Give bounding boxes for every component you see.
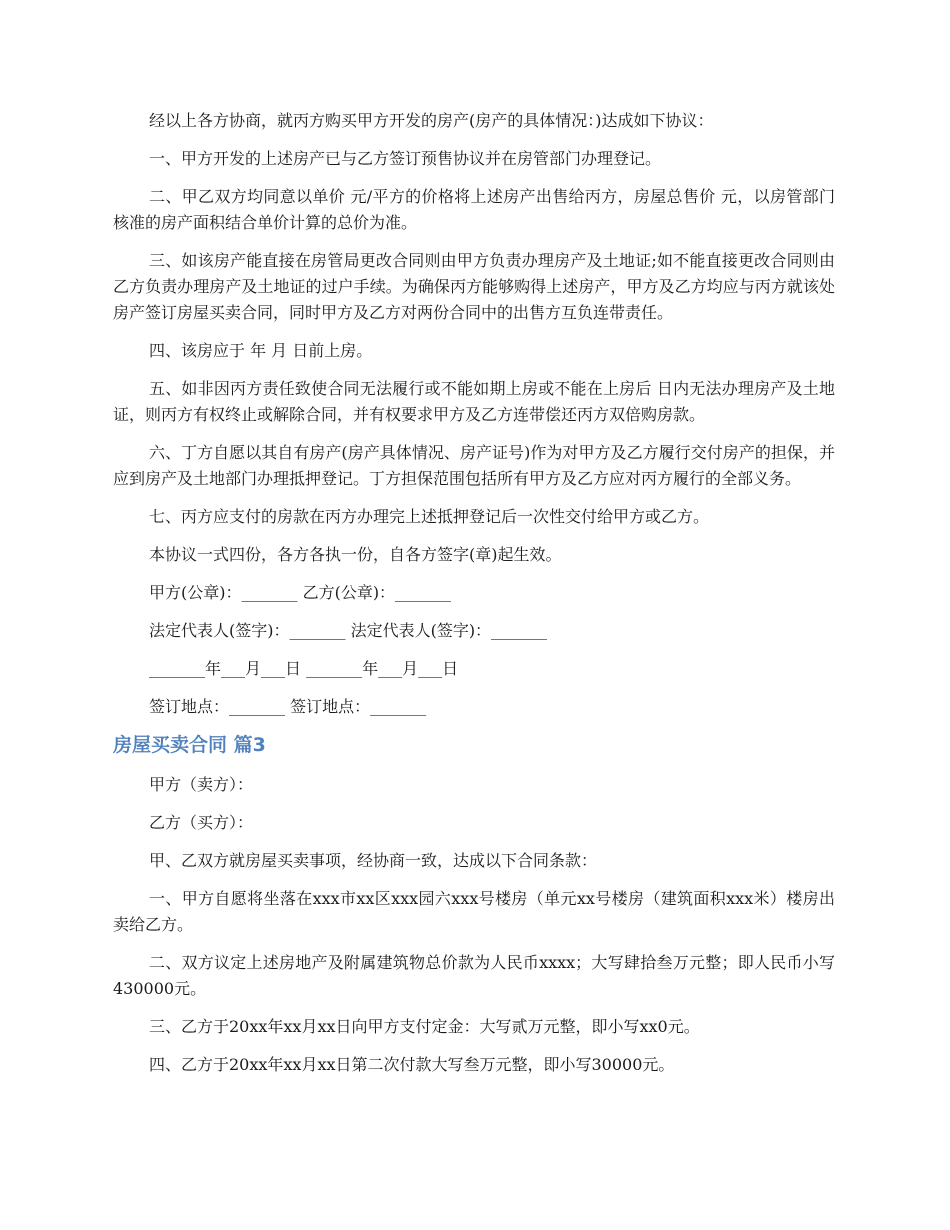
paragraph-term-2: 二、双方议定上述房地产及附属建筑物总价款为人民币xxxx；大写肆拾叁万元整；即人民币小写430000元。 [113,953,835,998]
party-buyer-line: 乙方（买方）： [149,813,254,832]
paragraph-term-1: 一、甲方自愿将坐落在xxx市xx区xxx园六xxx号楼房（单元xx号楼房（建筑面积xxx米）楼房出卖给乙方。 [113,889,835,934]
section-heading: 房屋买卖合同 篇3 [113,734,266,756]
paragraph-clause-5: 五、如非因丙方责任致使合同无法履行或不能如期上房或不能在上房后 日内无法办理房产及土地证，则丙方有权终止或解除合同，并有权要求甲方及乙方连带偿还丙方双倍购房款。 [113,379,835,424]
paragraph-clause-4: 四、该房应于 年 月 日前上房。 [149,341,373,360]
paragraph-clause-7: 七、丙方应支付的房款在丙方办理完上述抵押登记后一次性交付给甲方或乙方。 [149,507,710,526]
paragraph-clause-2: 二、甲乙双方均同意以单价 元/平方的价格将上述房产出售给丙方，房屋总售价 元，以房管部门核准的房产面积结合单价计算的总价为准。 [113,187,835,232]
paragraph-effective: 本协议一式四份，各方各执一份，自各方签字(章)起生效。 [149,545,562,564]
party-seller-line: 甲方（卖方）： [149,775,254,794]
paragraph-clause-3: 三、如该房产能直接在房管局更改合同则由甲方负责办理房产及土地证;如不能直接更改合同则由乙方负责办理房产及土地证的过户手续。为确保丙方能够购得上述房产，甲方及乙方均应与丙方就该处房产签订房屋买卖合同，同时甲方及乙方对两份合同中的出售方互负连带责任。 [113,251,835,322]
signature-representative-line: 法定代表人(签字)：_______ 法定代表人(签字)：_______ [149,621,548,640]
signature-place-line: 签订地点：_______ 签订地点：_______ [149,697,427,716]
paragraph-term-3: 三、乙方于20xx年xx月xx日向甲方支付定金：大写贰万元整，即小写xx0元。 [149,1017,700,1036]
paragraph-contract-intro: 甲、乙双方就房屋买卖事项，经协商一致，达成以下合同条款： [149,851,598,870]
paragraph-term-4: 四、乙方于20xx年xx月xx日第二次付款大写叁万元整，即小写30000元。 [149,1055,675,1074]
paragraph-agreement-intro: 经以上各方协商，就丙方购买甲方开发的房产(房产的具体情况：)达成如下协议： [149,111,714,130]
signature-seal-line: 甲方(公章)：_______ 乙方(公章)：_______ [149,583,452,602]
document-body [113,108,835,1090]
signature-date-line: _______年___月___日 _______年___月___日 [149,659,459,678]
paragraph-clause-1: 一、甲方开发的上述房产已与乙方签订预售协议并在房管部门办理登记。 [149,149,662,168]
paragraph-clause-6: 六、丁方自愿以其自有房产(房产具体情况、房产证号)作为对甲方及乙方履行交付房产的担保，并应到房产及土地部门办理抵押登记。丁方担保范围包括所有甲方及乙方应对丙方履行的全部义务。 [113,443,835,488]
